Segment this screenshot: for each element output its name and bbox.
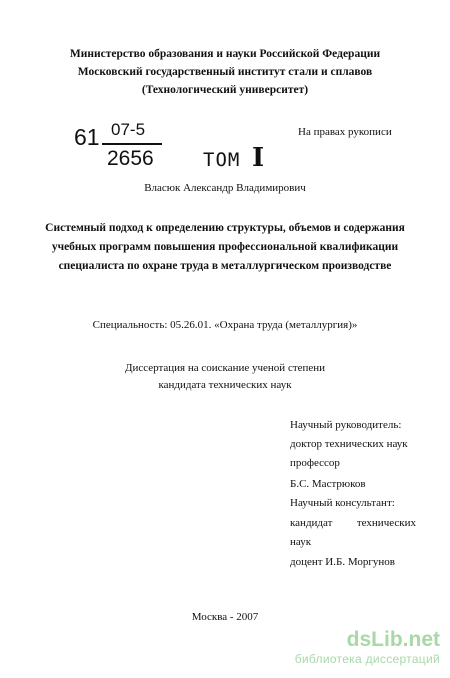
supervisor-label: Научный руководитель: (290, 419, 402, 431)
consultant-label: Научный консультант: (290, 497, 395, 509)
udc-top: 07-5 (111, 120, 146, 139)
dissertation-line-1: Диссертация на соискание ученой степени (124, 362, 326, 374)
consultant-position: доцент И.Б. Моргунов (290, 556, 395, 568)
consultant-degree-tail: наук (290, 536, 312, 548)
manuscript-note: На правах рукописи (298, 126, 392, 138)
specialty-line: Специальность: 05.26.01. «Охрана труда (металлургия)» (92, 319, 358, 331)
consultant-degree (290, 516, 416, 531)
institute-line: Московский государственный институт стали и сплавов (77, 66, 373, 78)
udc-prefix: 61 (74, 124, 100, 150)
author-name: Власюк Александр Владимирович (144, 182, 306, 194)
watermark-logo (295, 628, 440, 666)
volume-note: ТОМ (203, 149, 241, 171)
watermark-sub: библиотека диссертаций (294, 652, 440, 666)
title-line-2: учебных программ повышения профессиональной квалификации (51, 241, 399, 253)
udc-divider (102, 143, 162, 145)
consultant-degree-word-2: технических (356, 517, 416, 529)
consultant-degree-word-1: кандидат (290, 517, 333, 529)
title-line-1: Системный подход к определению структуры, объемов и содержания (45, 222, 405, 234)
watermark-main: dsLib.net (346, 628, 440, 651)
title-line-3: специалиста по охране труда в металлургическом производстве (58, 260, 392, 272)
supervisor-degree: доктор технических наук (290, 438, 408, 450)
volume-numeral: I (252, 143, 265, 173)
place-year: Москва - 2007 (191, 611, 259, 623)
udc-bottom: 2656 (107, 147, 154, 170)
ministry-line: Министерство образования и науки Российской Федерации (69, 48, 381, 60)
supervisor-rank: профессор (290, 457, 340, 469)
university-line: (Технологический университет) (141, 84, 309, 96)
supervisor-name: Б.С. Мастрюков (290, 478, 366, 490)
dissertation-line-2: кандидата технических наук (158, 379, 292, 391)
